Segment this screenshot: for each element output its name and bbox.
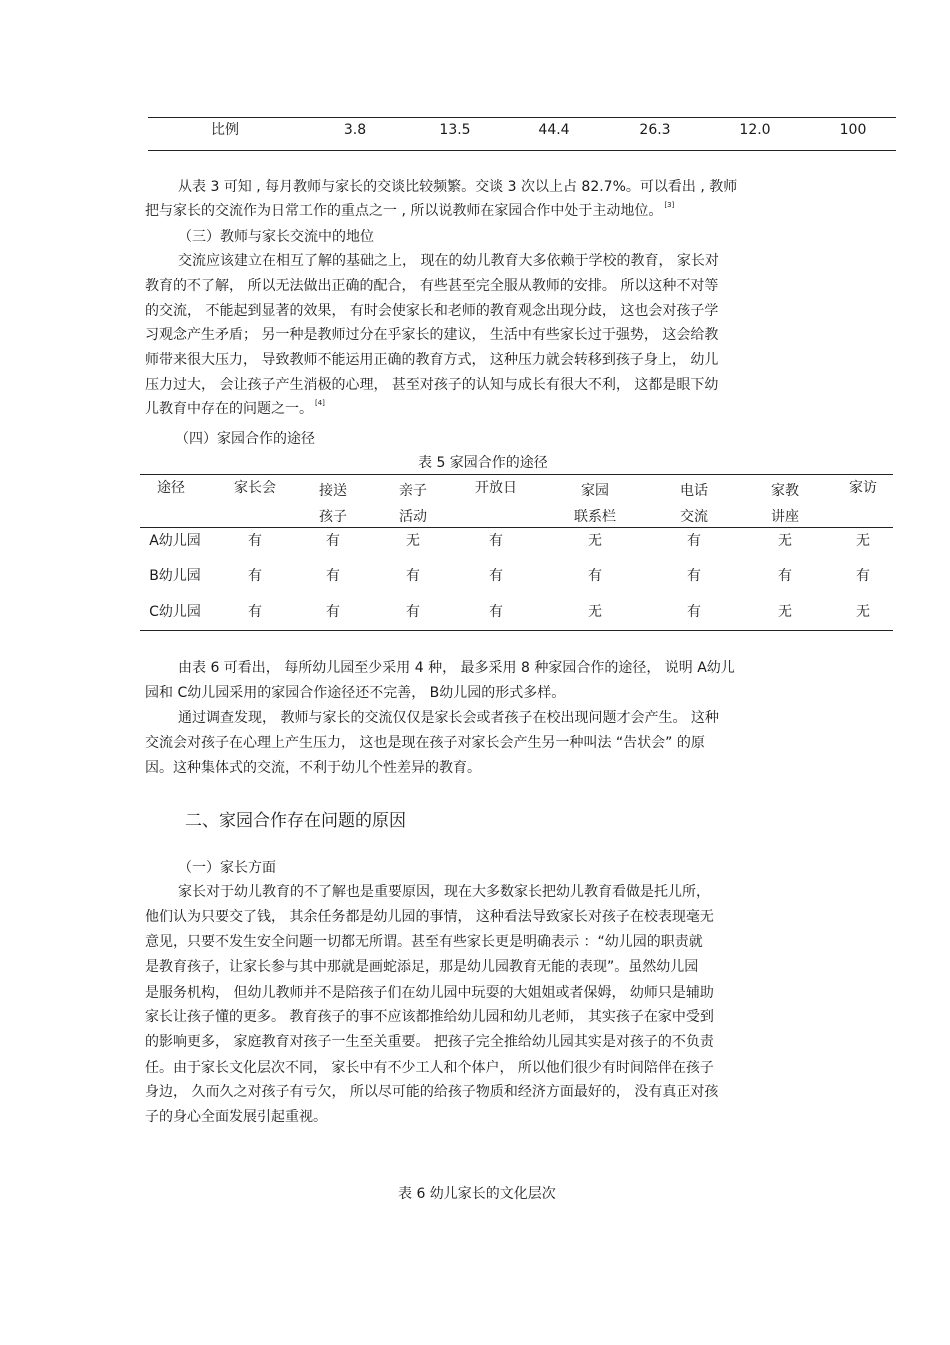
paragraph-line: 的影响更多， 家庭教育对孩子一生至关重要。 把孩子完全推给幼儿园其实是对孩子的不负责 [145, 1034, 714, 1050]
paragraph-line: 子的身心全面发展引起重视。 [145, 1109, 327, 1125]
table5-cell: 无 [588, 533, 602, 549]
table5-cell: 有 [248, 568, 262, 584]
table5-cell: 无 [406, 533, 420, 549]
paragraph-line: 意见，只要不发生安全问题一切都无所谓。甚至有些家长更是明确表示 ：“幼儿园的职责就 [145, 934, 703, 950]
section-title: （三）教师与家长交流中的地位 [178, 229, 374, 245]
table4-value: 100 [839, 122, 867, 138]
table5-cell: 无 [856, 533, 870, 549]
paragraph-line: 习观念产生矛盾； 另一种是教师过分在乎家长的建议， 生活中有些家长过于强势， 这会给教 [145, 327, 719, 343]
paragraph-line: 师带来很大压力， 导致教师不能运用正确的教育方式， 这种压力就会转移到孩子身上， 幼儿 [145, 352, 719, 368]
paragraph-line: 是教育孩子，让家长参与其中那就是画蛇添足，那是幼儿园教育无能的表现”。虽然幼儿园 [145, 959, 699, 975]
table5-header: 家长会 [234, 480, 276, 496]
table5-cell: 无 [778, 533, 792, 549]
citation-ref: [3] [664, 201, 675, 209]
table5-header: 接送 孩子 [319, 483, 347, 525]
table5-cell: 无 [778, 604, 792, 620]
table5-header: 电话 交流 [680, 483, 708, 525]
table5-header: 家访 [849, 480, 877, 496]
table5-header: 家园 联系栏 [574, 483, 616, 525]
table5-caption: 表 5 家园合作的途径 [418, 455, 548, 471]
paragraph-line [145, 201, 674, 223]
paragraph-line [145, 399, 325, 421]
table5-cell: 有 [588, 568, 602, 584]
chapter-title: 二、家园合作存在问题的原因 [185, 811, 406, 831]
table5-cell: 有 [326, 533, 340, 549]
paragraph-line: 他们认为只要交了钱， 其余任务都是幼儿园的事情， 这种看法导致家长对孩子在校表现毫无 [145, 909, 714, 925]
table5-cell: 有 [406, 604, 420, 620]
paragraph-text: 把与家长的交流作为日常工作的重点之一 , 所以说教师在家园合作中处于主动地位。 [145, 203, 663, 219]
table5-bottom-rule [140, 630, 893, 631]
table5-cell: 有 [326, 568, 340, 584]
table5-header: 家教 讲座 [771, 483, 799, 525]
table5-cell: 有 [687, 604, 701, 620]
table4-bottom-rule [148, 150, 896, 151]
table5-cell: 有 [489, 533, 503, 549]
table4-row-label: 比例 [211, 122, 239, 138]
table5-cell: 有 [687, 568, 701, 584]
table5-cell: 有 [248, 604, 262, 620]
table5-cell: 有 [326, 604, 340, 620]
paragraph-line: 交流应该建立在相互了解的基础之上， 现在的幼儿教育大多依赖于学校的教育， 家长对 [178, 253, 719, 269]
table5-header: 开放日 [475, 480, 517, 496]
table5-top-rule [140, 474, 893, 475]
table4-top-rule [148, 117, 896, 118]
table5-cell: 有 [856, 568, 870, 584]
paragraph-line: 园和 C幼儿园采用的家园合作途径还不完善， B幼儿园的形式多样。 [145, 685, 566, 701]
paragraph-line: 家长让孩子懂的更多。 教育孩子的事不应该都推给幼儿园和幼儿老师， 其实孩子在家中受到 [145, 1009, 714, 1025]
paragraph-line: 教育的不了解， 所以无法做出正确的配合， 有些甚至完全服从教师的安排。 所以这种不对等 [145, 278, 719, 294]
table5-header: 途径 [157, 480, 185, 496]
paragraph-text: 儿教育中存在的问题之一。 [145, 401, 313, 417]
paragraph-line: 由表 6 可看出， 每所幼儿园至少采用 4 种， 最多采用 8 种家园合作的途径， 说明 A幼儿 [178, 660, 735, 676]
paragraph-line: 的交流， 不能起到显著的效果， 有时会使家长和老师的教育观念出现分歧， 这也会对孩子学 [145, 303, 719, 319]
table5-cell: 无 [588, 604, 602, 620]
table4-value: 26.3 [639, 122, 671, 138]
table6-caption: 表 6 幼儿家长的文化层次 [398, 1186, 556, 1202]
table5-header-rule [140, 527, 893, 528]
table5-cell: 有 [248, 533, 262, 549]
table5-cell: 有 [406, 568, 420, 584]
section-title: （四）家园合作的途径 [175, 431, 315, 447]
table5-cell: 有 [489, 568, 503, 584]
paragraph-line: 通过调查发现， 教师与家长的交流仅仅是家长会或者孩子在校出现问题才会产生。 这种 [178, 710, 719, 726]
table4-value: 13.5 [439, 122, 471, 138]
paragraph-line: 因。这种集体式的交流，不利于幼儿个性差异的教育。 [145, 760, 481, 776]
table5-cell: 有 [489, 604, 503, 620]
table5-header: 亲子 活动 [399, 483, 427, 525]
paragraph-line: 从表 3 可知 , 每月教师与家长的交谈比较频繁。交谈 3 次以上占 82.7%。可以看出 , 教师 [178, 179, 738, 195]
paragraph-line: 身边， 久而久之对孩子有亏欠， 所以尽可能的给孩子物质和经济方面最好的， 没有真正对孩 [145, 1084, 719, 1100]
table5-cell: 有 [778, 568, 792, 584]
paragraph-line: 压力过大， 会让孩子产生消极的心理， 甚至对孩子的认知与成长有很大不利， 这都是眼下幼 [145, 377, 719, 393]
paragraph-line: 交流会对孩子在心理上产生压力， 这也是现在孩子对家长会产生另一种叫法 “告状会” 的原 [145, 735, 705, 751]
table5-row-label: A幼儿园 [149, 533, 201, 549]
table4-value: 3.8 [343, 122, 367, 138]
table4-value: 12.0 [739, 122, 771, 138]
table4-value: 44.4 [538, 122, 570, 138]
citation-ref: [4] [315, 399, 325, 407]
section-title: （一）家长方面 [178, 860, 276, 876]
table5-row-label: B幼儿园 [149, 568, 201, 584]
table5-cell: 无 [856, 604, 870, 620]
paragraph-line: 家长对于幼儿教育的不了解也是重要原因，现在大多数家长把幼儿教育看做是托儿所， [178, 884, 710, 900]
paragraph-line: 是服务机构， 但幼儿教师并不是陪孩子们在幼儿园中玩耍的大姐姐或者保姆， 幼师只是辅助 [145, 985, 714, 1001]
table5-cell: 有 [687, 533, 701, 549]
table5-row-label: C幼儿园 [149, 604, 201, 620]
paragraph-line: 任。由于家长文化层次不同， 家长中有不少工人和个体户， 所以他们很少有时间陪伴在孩子 [145, 1060, 714, 1076]
